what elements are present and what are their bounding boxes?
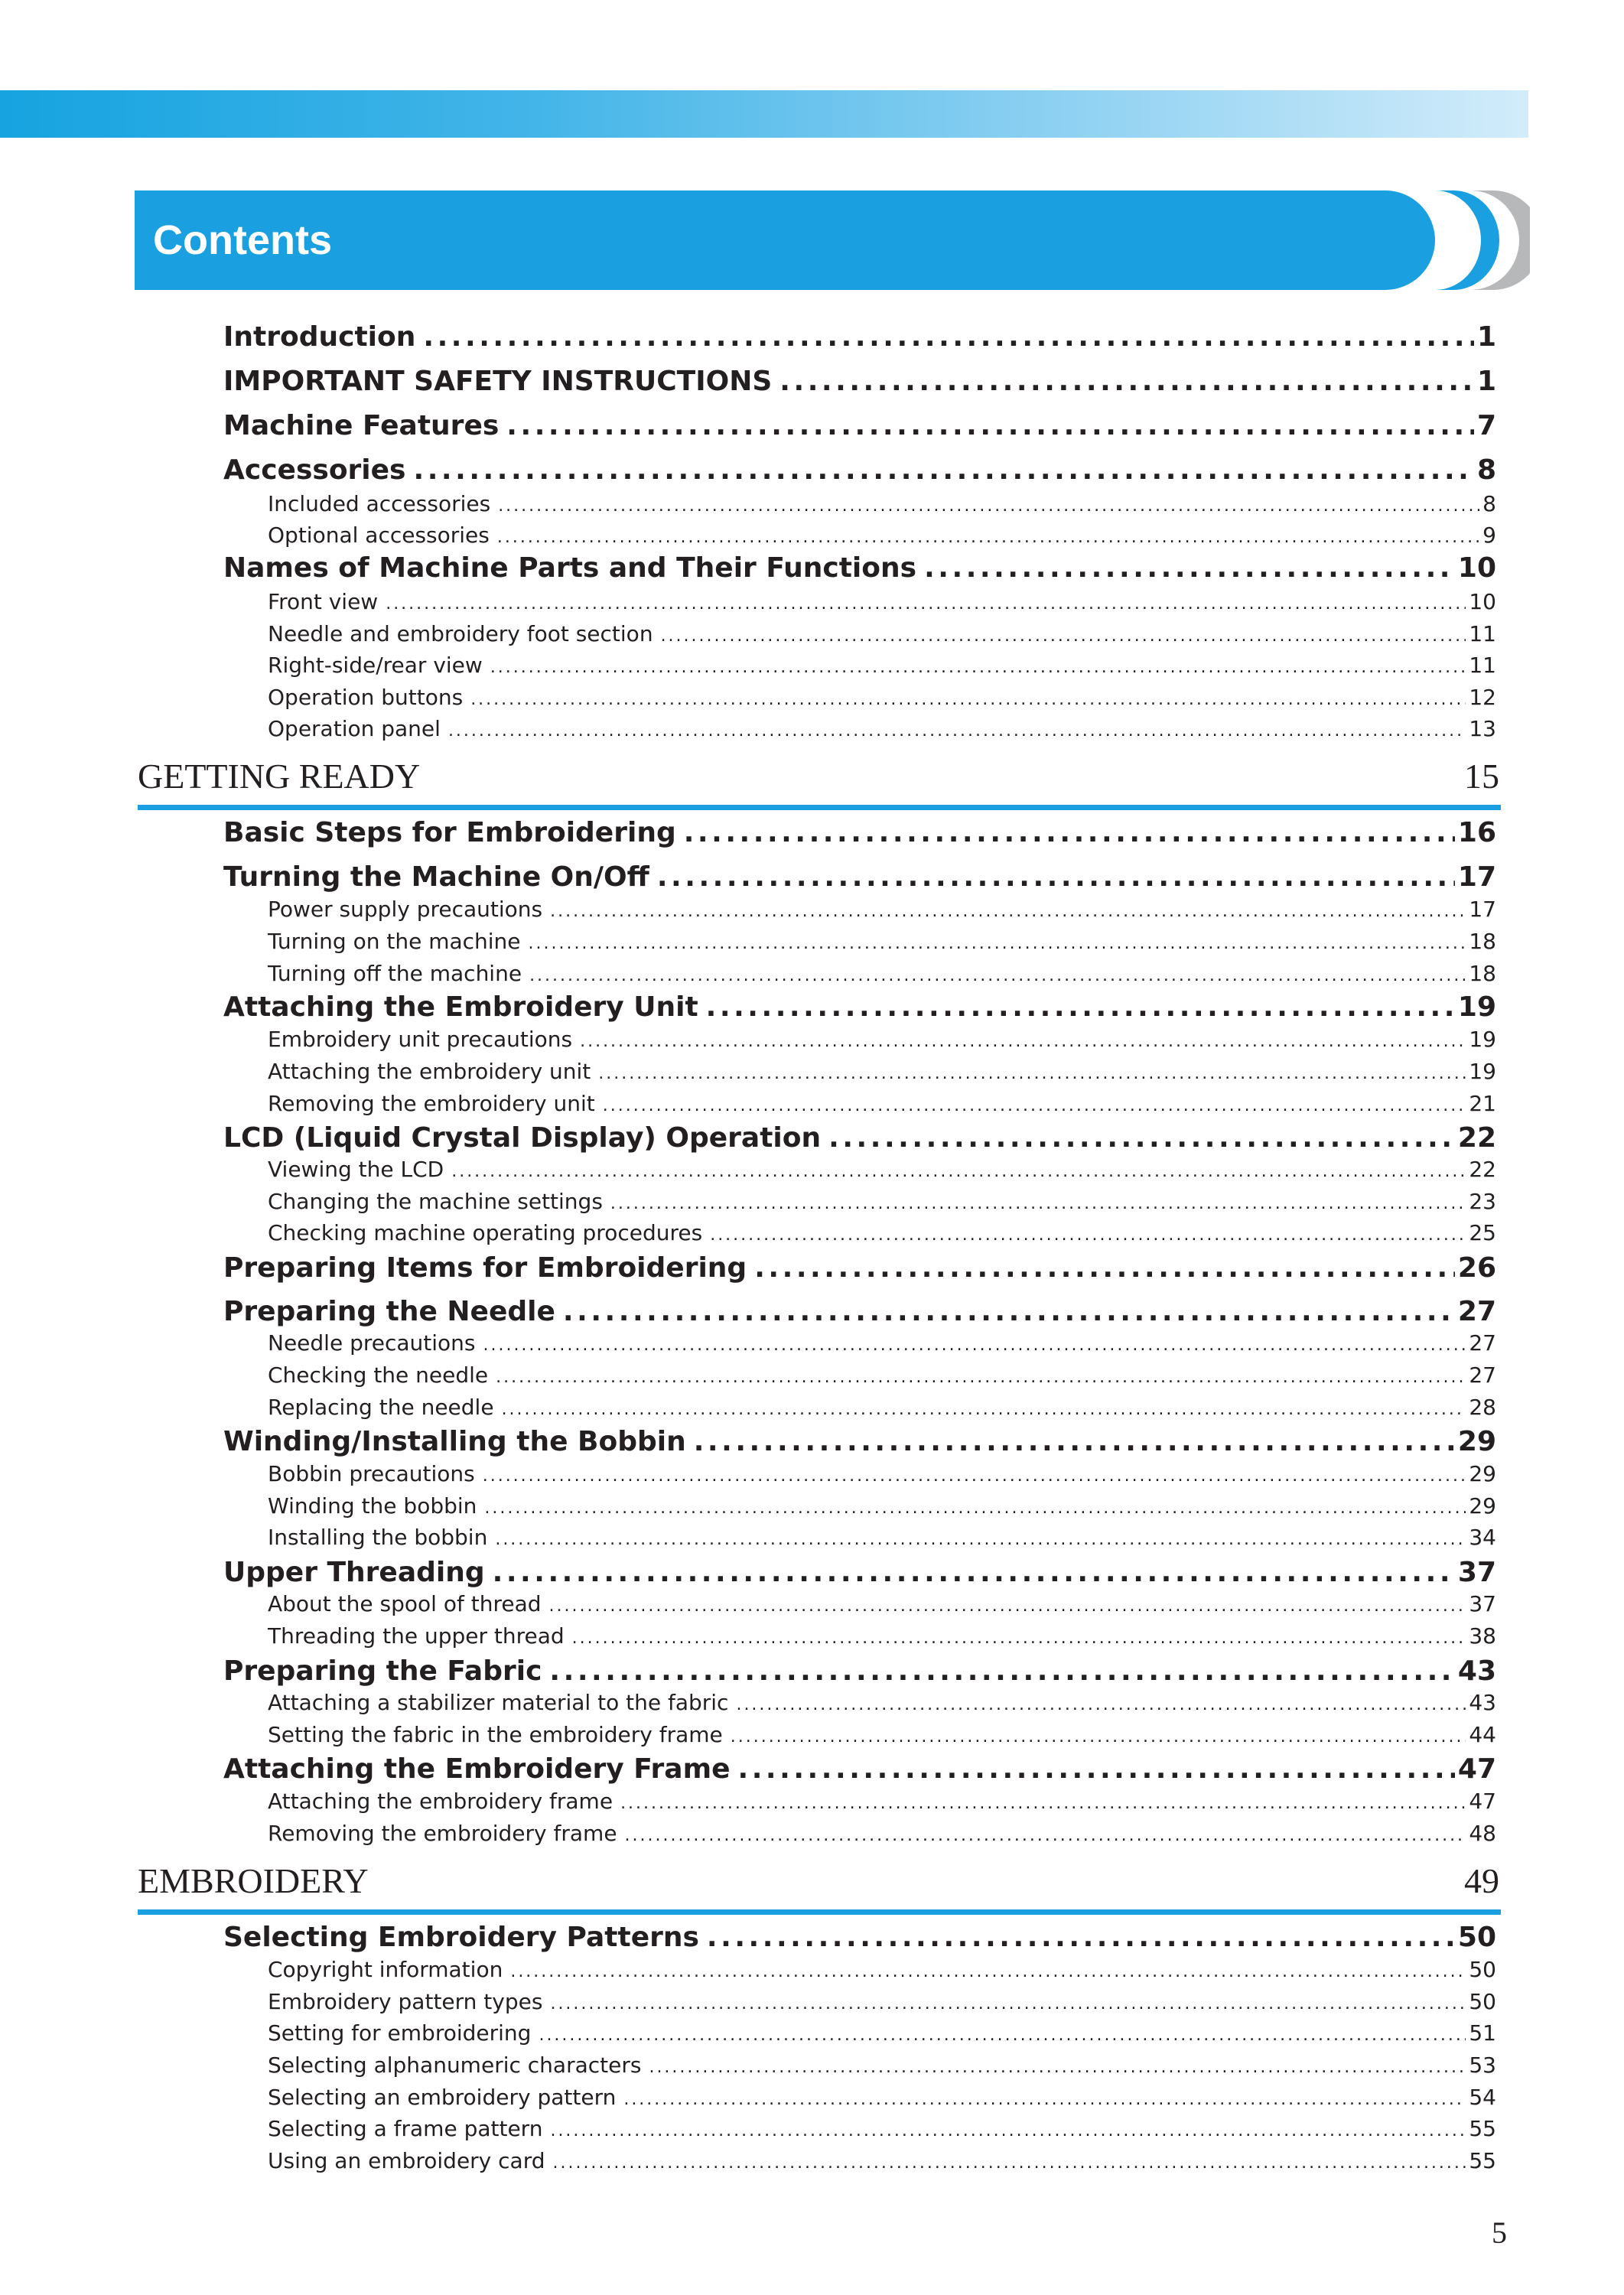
toc-subentry[interactable] [268, 1957, 1496, 1982]
leader-dots [550, 2121, 1466, 2140]
toc-subentry-label: Attaching the embroidery frame [268, 1789, 613, 1814]
toc-subentry-page: 17 [1469, 897, 1496, 922]
leader-dots [493, 1557, 1455, 1588]
section-rule [138, 805, 1501, 810]
toc-entry-label: Names of Machine Parts and Their Functions [223, 552, 917, 584]
leader-dots [451, 1162, 1466, 1181]
leader-dots [495, 1530, 1466, 1549]
toc-entry-label: Machine Features [223, 410, 500, 441]
toc-entry-label: Introduction [223, 321, 416, 353]
toc-entry-label: Attaching the Embroidery Frame [223, 1753, 731, 1785]
toc-subentry[interactable] [268, 1330, 1496, 1356]
toc-entry-page: 26 [1457, 1252, 1496, 1284]
leader-dots [529, 966, 1466, 985]
section-rule [138, 1909, 1501, 1915]
toc-entry[interactable] [223, 454, 1496, 486]
leader-dots [620, 1794, 1466, 1813]
toc-entry[interactable] [223, 1296, 1496, 1327]
leader-dots [470, 690, 1466, 709]
toc-entry-page: 22 [1457, 1122, 1496, 1154]
toc-entry[interactable] [223, 1655, 1496, 1687]
leader-dots [423, 321, 1474, 353]
toc-subentry-label: Embroidery unit precautions [268, 1027, 573, 1052]
toc-subentry[interactable] [268, 1220, 1496, 1245]
toc-subentry-label: About the spool of thread [268, 1591, 542, 1616]
toc-subentry[interactable] [268, 1591, 1496, 1616]
leader-dots [707, 1922, 1455, 1953]
toc-entry-page: 29 [1457, 1426, 1496, 1457]
leader-dots [598, 1064, 1466, 1083]
leader-dots [496, 1368, 1466, 1387]
toc-entry[interactable] [223, 861, 1496, 893]
toc-subentry-label: Operation panel [268, 716, 441, 741]
toc-subentry-page: 22 [1469, 1157, 1496, 1182]
toc-subentry-label: Threading the upper thread [268, 1623, 565, 1649]
toc-subentry-page: 27 [1469, 1362, 1496, 1388]
leader-dots [572, 1629, 1466, 1648]
toc-subentry[interactable] [268, 653, 1496, 678]
toc-subentry-page: 43 [1469, 1690, 1496, 1715]
leader-dots [550, 1994, 1466, 2013]
toc-entry[interactable] [223, 1557, 1496, 1588]
toc-subentry-page: 55 [1469, 2148, 1496, 2173]
toc-subentry-label: Selecting alphanumeric characters [268, 2052, 642, 2078]
leader-dots [484, 1499, 1466, 1518]
toc-subentry-page: 23 [1469, 1189, 1496, 1214]
leader-dots [738, 1753, 1455, 1785]
toc-subentry[interactable] [268, 522, 1496, 548]
toc-entry-page: 37 [1457, 1557, 1496, 1588]
toc-entry-label: Preparing Items for Embroidering [223, 1252, 747, 1284]
toc-subentry[interactable] [268, 2052, 1496, 2078]
toc-subentry-page: 19 [1469, 1059, 1496, 1084]
toc-entry-label: Preparing the Needle [223, 1296, 555, 1327]
toc-entry-label: LCD (Liquid Crystal Display) Operation [223, 1122, 822, 1154]
leader-dots [731, 1727, 1466, 1746]
toc-entry-page: 43 [1457, 1655, 1496, 1687]
toc-subentry[interactable] [268, 1157, 1496, 1182]
toc-entry-label: Turning the Machine On/Off [223, 861, 649, 893]
toc-entry[interactable] [223, 817, 1496, 848]
toc-subentry-page: 29 [1469, 1493, 1496, 1519]
toc-entry-page: 1 [1476, 321, 1496, 353]
toc-subentry-page: 51 [1469, 2020, 1496, 2046]
toc-subentry[interactable] [268, 1461, 1496, 1486]
toc-entry-page: 10 [1457, 552, 1496, 584]
toc-subentry[interactable] [268, 1821, 1496, 1846]
leader-dots [736, 1695, 1466, 1714]
toc-entry-page: 50 [1457, 1922, 1496, 1953]
toc-subentry-label: Using an embroidery card [268, 2148, 545, 2173]
toc-subentry-label: Winding the bobbin [268, 1493, 477, 1519]
toc-subentry[interactable] [268, 2085, 1496, 2110]
page-number: 5 [1492, 2215, 1507, 2250]
toc-subentry[interactable] [268, 1189, 1496, 1214]
toc-subentry-label: Embroidery pattern types [268, 1989, 543, 2014]
leader-dots [625, 1826, 1466, 1845]
leader-dots [553, 2153, 1466, 2173]
toc-entry[interactable] [223, 1922, 1496, 1953]
section-heading[interactable] [138, 1860, 1499, 1901]
toc-subentry-page: 50 [1469, 1989, 1496, 2014]
leader-dots [580, 1032, 1466, 1051]
toc-entry[interactable] [223, 410, 1496, 441]
toc-subentry[interactable] [268, 685, 1496, 710]
leader-dots [502, 1400, 1466, 1419]
toc-entry-page: 8 [1476, 454, 1496, 486]
leader-dots [603, 1096, 1466, 1115]
toc-entry-label: Upper Threading [223, 1557, 485, 1588]
toc-entry-label: Selecting Embroidery Patterns [223, 1922, 699, 1953]
section-heading[interactable] [138, 756, 1499, 796]
toc-subentry-page: 34 [1469, 1525, 1496, 1550]
toc-subentry[interactable] [268, 2116, 1496, 2141]
leader-dots [563, 1296, 1455, 1327]
leader-dots [510, 1962, 1466, 1981]
leader-dots [386, 594, 1466, 614]
toc-subentry[interactable] [268, 2148, 1496, 2173]
leader-dots [498, 496, 1479, 516]
toc-subentry[interactable] [268, 1525, 1496, 1550]
toc-subentry[interactable] [268, 1027, 1496, 1052]
toc-subentry-page: 53 [1469, 2052, 1496, 2078]
toc-subentry-page: 8 [1482, 491, 1496, 516]
toc-subentry[interactable] [268, 2020, 1496, 2046]
section-title: GETTING READY [138, 757, 421, 796]
toc-subentry[interactable] [268, 716, 1496, 741]
toc-subentry[interactable] [268, 1362, 1496, 1388]
toc-subentry[interactable] [268, 621, 1496, 646]
leader-dots [490, 658, 1466, 677]
leader-dots [549, 1597, 1466, 1616]
leader-dots [828, 1122, 1455, 1154]
toc-entry-page: 19 [1457, 991, 1496, 1023]
page-title: Contents [153, 217, 332, 263]
section-title: EMBROIDERY [138, 1861, 369, 1900]
toc-subentry-label: Checking the needle [268, 1362, 489, 1388]
toc-entry[interactable] [223, 991, 1496, 1023]
toc-subentry-label: Copyright information [268, 1957, 503, 1982]
leader-dots [483, 1467, 1466, 1486]
leader-dots [550, 902, 1466, 921]
leader-dots [529, 934, 1466, 953]
toc-entry-label: Winding/Installing the Bobbin [223, 1426, 686, 1457]
toc-subentry-label: Needle and embroidery foot section [268, 621, 653, 646]
toc-entry-page: 7 [1476, 410, 1496, 441]
toc-subentry-page: 47 [1469, 1789, 1496, 1814]
toc-subentry-page: 18 [1469, 929, 1496, 954]
toc-subentry-page: 50 [1469, 1957, 1496, 1982]
leader-dots [649, 2058, 1466, 2077]
leader-dots [684, 817, 1455, 848]
leader-dots [610, 1194, 1466, 1213]
toc-subentry-page: 48 [1469, 1821, 1496, 1846]
toc-subentry-label: Front view [268, 589, 379, 614]
toc-subentry-page: 21 [1469, 1091, 1496, 1116]
toc-subentry-page: 28 [1469, 1395, 1496, 1420]
leader-dots [549, 1655, 1454, 1687]
toc-subentry[interactable] [268, 1395, 1496, 1420]
toc-entry[interactable] [223, 1753, 1496, 1785]
toc-subentry-label: Setting the fabric in the embroidery frame [268, 1722, 723, 1747]
toc-subentry-label: Setting for embroidering [268, 2020, 532, 2046]
toc-subentry[interactable] [268, 589, 1496, 614]
toc-entry[interactable] [223, 321, 1496, 353]
toc-subentry-label: Turning off the machine [268, 961, 522, 986]
leader-dots [924, 552, 1455, 584]
toc-subentry-page: 9 [1482, 522, 1496, 548]
toc-subentry-page: 10 [1469, 589, 1496, 614]
toc-subentry-page: 18 [1469, 961, 1496, 986]
toc-entry-label: IMPORTANT SAFETY INSTRUCTIONS [223, 366, 773, 397]
toc-subentry-label: Power supply precautions [268, 897, 543, 922]
toc-subentry-label: Turning on the machine [268, 929, 521, 954]
toc-subentry-page: 54 [1469, 2085, 1496, 2110]
toc-subentry-label: Selecting an embroidery pattern [268, 2085, 617, 2110]
toc-entry-page: 27 [1457, 1296, 1496, 1327]
toc-entry-label: Accessories [223, 454, 406, 486]
toc-subentry-label: Installing the bobbin [268, 1525, 488, 1550]
toc-entry-label: Basic Steps for Embroidering [223, 817, 676, 848]
toc-subentry[interactable] [268, 929, 1496, 954]
toc-entry[interactable] [223, 366, 1496, 397]
toc-entry-page: 1 [1476, 366, 1496, 397]
toc-subentry[interactable] [268, 491, 1496, 516]
toc-subentry-page: 25 [1469, 1220, 1496, 1245]
toc-entry-page: 17 [1457, 861, 1496, 893]
toc-subentry-label: Removing the embroidery frame [268, 1821, 617, 1846]
leader-dots [506, 410, 1474, 441]
leader-dots [497, 528, 1479, 547]
leader-dots [623, 2090, 1466, 2109]
toc-subentry-label: Changing the machine settings [268, 1189, 603, 1214]
section-page: 15 [1464, 757, 1499, 796]
toc-subentry-label: Selecting a frame pattern [268, 2116, 543, 2141]
toc-entry[interactable] [223, 1122, 1496, 1154]
toc-subentry[interactable] [268, 1989, 1496, 2014]
toc-subentry-page: 11 [1469, 653, 1496, 678]
toc-subentry-page: 19 [1469, 1027, 1496, 1052]
toc-subentry-label: Optional accessories [268, 522, 490, 548]
leader-dots [483, 1336, 1466, 1355]
toc-entry-page: 47 [1457, 1753, 1496, 1785]
leader-dots [694, 1426, 1455, 1457]
toc-entry-label: Preparing the Fabric [223, 1655, 542, 1687]
toc-subentry-label: Included accessories [268, 491, 491, 516]
toc-subentry-label: Operation buttons [268, 685, 464, 710]
leader-dots [779, 366, 1474, 397]
toc-entry[interactable] [223, 552, 1496, 584]
toc-subentry-label: Needle precautions [268, 1330, 476, 1356]
toc-subentry-page: 12 [1469, 685, 1496, 710]
leader-dots [754, 1252, 1455, 1284]
toc-subentry-label: Right-side/rear view [268, 653, 483, 678]
toc-subentry-label: Bobbin precautions [268, 1461, 475, 1486]
toc-subentry-label: Replacing the needle [268, 1395, 494, 1420]
toc-entry[interactable] [223, 1252, 1496, 1284]
toc-subentry-page: 38 [1469, 1623, 1496, 1649]
section-page: 49 [1464, 1861, 1499, 1900]
toc-subentry-page: 13 [1469, 716, 1496, 741]
toc-subentry-page: 29 [1469, 1461, 1496, 1486]
toc-subentry[interactable] [268, 1059, 1496, 1084]
toc-subentry[interactable] [268, 1722, 1496, 1747]
leader-dots [539, 2026, 1466, 2045]
leader-dots [706, 991, 1455, 1023]
toc-entry-label: Attaching the Embroidery Unit [223, 991, 698, 1023]
toc-subentry-label: Attaching the embroidery unit [268, 1059, 591, 1084]
toc-subentry-page: 11 [1469, 621, 1496, 646]
toc-subentry[interactable] [268, 1091, 1496, 1116]
toc-subentry-label: Removing the embroidery unit [268, 1091, 595, 1116]
toc-entry[interactable] [223, 1426, 1496, 1457]
toc-subentry[interactable] [268, 1493, 1496, 1519]
leader-dots [661, 627, 1466, 646]
leader-dots [657, 861, 1455, 893]
leader-dots [448, 721, 1466, 741]
toc-subentry-page: 55 [1469, 2116, 1496, 2141]
leader-dots [710, 1226, 1466, 1245]
toc-subentry-label: Viewing the LCD [268, 1157, 444, 1182]
toc-entry-page: 16 [1457, 817, 1496, 848]
toc-subentry[interactable] [268, 1623, 1496, 1649]
toc-subentry-label: Attaching a stabilizer material to the fabric [268, 1690, 729, 1715]
toc-subentry[interactable] [268, 1690, 1496, 1715]
toc-subentry[interactable] [268, 1789, 1496, 1814]
toc-subentry-page: 44 [1469, 1722, 1496, 1747]
toc-subentry-page: 37 [1469, 1591, 1496, 1616]
toc-subentry-label: Checking machine operating procedures [268, 1220, 703, 1245]
leader-dots [413, 454, 1473, 486]
toc-subentry-page: 27 [1469, 1330, 1496, 1356]
toc-subentry[interactable] [268, 897, 1496, 922]
toc-subentry[interactable] [268, 961, 1496, 986]
